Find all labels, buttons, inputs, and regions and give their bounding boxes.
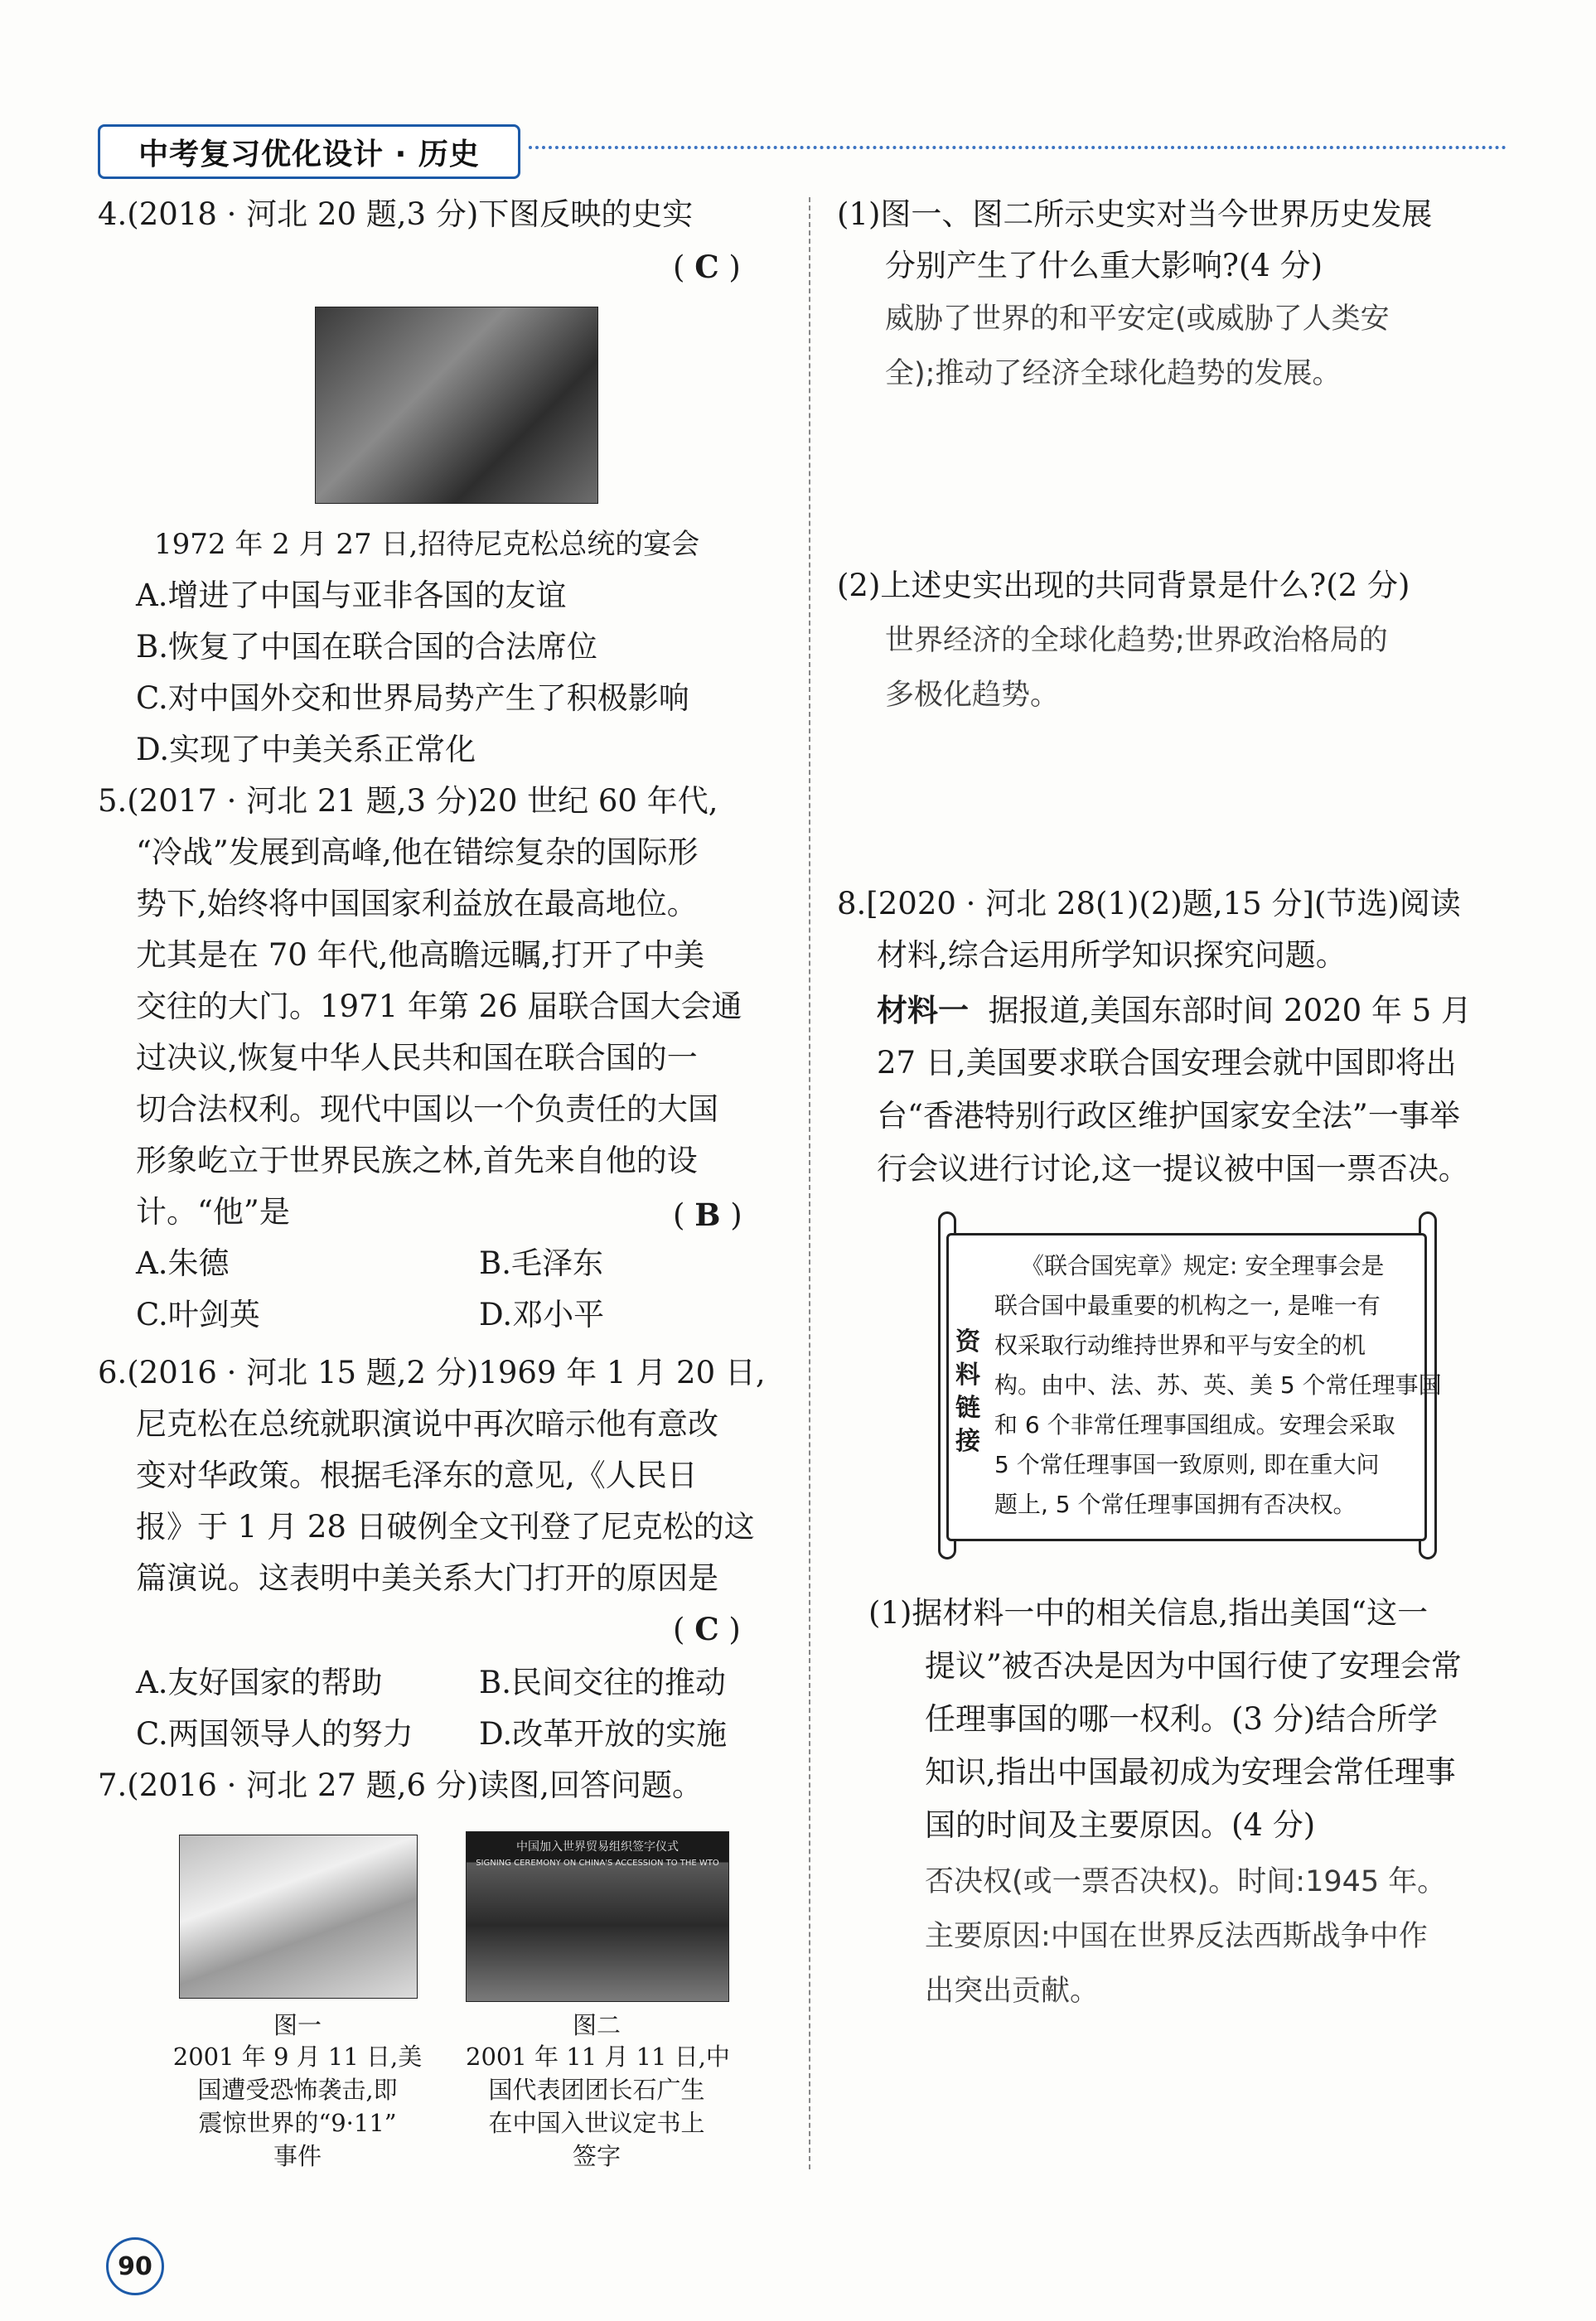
q7-sub2-answer: 多极化趋势。 [885,679,1060,712]
q7-fig2-caption: 在中国入世议定书上 [488,2109,705,2137]
q7-fig2-banner-en: SIGNING CEREMONY ON CHINA'S ACCESSION TO THE WTO [476,1859,719,1868]
q8-line: 材料,综合运用所学知识探究问题。 [877,937,1347,973]
q7-sub2-line: (2)上述史实出现的共同背景是什么?(2 分) [837,568,1410,603]
q7-sub1-line: 分别产生了什么重大影响?(4 分) [885,248,1323,283]
q4-option-c: C.对中国外交和世界局势产生了积极影响 [136,680,689,716]
resource-link-text: 《联合国宪章》规定: 安全理事会是 [1021,1252,1385,1279]
q5-option-a: A.朱德 [136,1245,230,1281]
q6-line: 篇演说。这表明中美关系大门打开的原因是 [136,1560,718,1596]
q7-fig2-label: 图二 [572,2011,621,2039]
q5-line: 过决议,恢复中华人民共和国在联合国的一 [136,1040,698,1076]
q7-fig1-label: 图一 [273,2011,322,2039]
resource-link-text: 权采取行动维持世界和平与安全的机 [994,1332,1366,1359]
q5-option-c: C.叶剑英 [136,1297,260,1332]
q5-line: “冷战”发展到高峰,他在错综复杂的国际形 [136,834,699,870]
q5-answer-bracket: ( B ) [673,1197,742,1233]
q8-material-line: 台“香港特别行政区维护国家安全法”一事举 [877,1098,1460,1134]
q5-line: 切合法权利。现代中国以一个负责任的大国 [136,1091,718,1127]
q4-answer-bracket: ( C ) [673,249,741,285]
q8-sub1-line: (1)据材料一中的相关信息,指出美国“这一 [868,1595,1429,1631]
q8-sub1-answer: 出突出贡献。 [925,1975,1100,2008]
q4-answer: C [694,249,719,285]
q6-line: 尼克松在总统就职演说中再次暗示他有意改 [136,1406,718,1442]
resource-link-label [953,1326,983,1458]
q4-banquet-photo [315,307,598,504]
resource-link-char: 资 [955,1327,980,1356]
q8-sub1-line: 提议”被否决是因为中国行使了安理会常 [925,1648,1462,1684]
q7-sub1-line: (1)图一、图二所示史实对当今世界历史发展 [837,196,1433,232]
q5-line: 5.(2017 · 河北 21 题,3 分)20 世纪 60 年代, [98,783,718,819]
q8-material-line: 27 日,美国要求联合国安理会就中国即将出 [877,1045,1457,1081]
q8-material-label: 材料一 [877,992,969,1028]
q4-photo-caption: 1972 年 2 月 27 日,招待尼克松总统的宴会 [154,528,700,561]
q7-fig2-caption: 签字 [572,2142,621,2170]
q8-material-text: 据报道,美国东部时间 2020 年 5 月 [988,993,1473,1028]
q8-material-line [877,984,1472,1037]
q6-answer-bracket: ( C ) [673,1611,741,1647]
q7-sub2-answer: 世界经济的全球化趋势;世界政治格局的 [885,624,1388,657]
q7-fig2-banner-cn: 中国加入世界贸易组织签字仪式 [516,1840,679,1854]
q5-line: 尤其是在 70 年代,他高瞻远瞩,打开了中美 [136,937,705,973]
resource-link-char: 料 [955,1361,980,1390]
q8-sub1-line: 知识,指出中国最初成为安理会常任理事 [925,1754,1456,1790]
q7-fig1-caption: 震惊世界的“9·11” [198,2109,397,2137]
q6-option-d: D.改革开放的实施 [479,1716,728,1752]
q8-sub1-answer: 否决权(或一票否决权)。时间:1945 年。 [925,1865,1447,1898]
resource-link-char: 链 [955,1394,980,1423]
q7-sub1-answer: 威胁了世界的和平安定(或威胁了人类安 [885,302,1390,336]
resource-link-text: 联合国中最重要的机构之一, 是唯一有 [994,1292,1381,1319]
q4-option-b: B.恢复了中国在联合国的合法席位 [136,629,597,665]
q7-fig2-caption: 国代表团团长石广生 [488,2076,705,2104]
q5-option-b: B.毛泽东 [479,1245,603,1281]
resource-link-text: 题上, 5 个常任理事国拥有否决权。 [994,1491,1357,1518]
q8-sub1-answer: 主要原因:中国在世界反法西斯战争中作 [925,1920,1428,1953]
q6-option-b: B.民间交往的推动 [479,1665,726,1700]
resource-link-text: 构。由中、法、苏、英、美 5 个常任理事国 [994,1371,1442,1399]
resource-link-text: 和 6 个非常任理事国组成。安理会采取 [994,1411,1395,1439]
q4-stem: 4.(2018 · 河北 20 题,3 分)下图反映的史实 [98,196,694,232]
q7-fig1-caption: 事件 [273,2142,322,2170]
q8-material-line: 行会议进行讨论,这一提议被中国一票否决。 [877,1151,1469,1187]
q8-line: 8.[2020 · 河北 28(1)(2)题,15 分](节选)阅读 [837,886,1461,921]
q5-line: 交往的大门。1971 年第 26 届联合国大会通 [136,989,742,1024]
resource-link-char: 接 [955,1427,980,1456]
q5-line: 势下,始终将中国国家利益放在最高地位。 [136,886,698,921]
q5-answer: B [694,1197,721,1233]
q8-sub1-line: 任理事国的哪一权利。(3 分)结合所学 [925,1701,1439,1737]
q6-line: 6.(2016 · 河北 15 题,2 分)1969 年 1 月 20 日, [98,1355,766,1390]
book-title: 中考复习优化设计 · 历史 [98,124,520,179]
q6-option-c: C.两国领导人的努力 [136,1716,414,1752]
page-number: 90 [106,2237,164,2295]
header-dotted-rule [529,146,1507,149]
q7-fig2-photo [466,1831,729,2002]
q6-option-a: A.友好国家的帮助 [136,1665,383,1700]
q4-option-a: A.增进了中国与亚非各国的友谊 [136,578,567,613]
q4-option-d: D.实现了中美关系正常化 [136,732,476,767]
q5-line: 形象屹立于世界民族之林,首先来自他的设 [136,1143,698,1178]
q7-fig1-photo [179,1835,418,1999]
q8-sub1-line: 国的时间及主要原因。(4 分) [925,1807,1316,1843]
q7-fig2-caption: 2001 年 11 月 11 日,中 [466,2043,730,2071]
q7-stem: 7.(2016 · 河北 27 题,6 分)读图,回答问题。 [98,1767,704,1803]
q7-fig1-caption: 国遭受恐怖袭击,即 [197,2076,398,2104]
q6-line: 变对华政策。根据毛泽东的意见,《人民日 [136,1458,698,1493]
q7-fig1-caption: 2001 年 9 月 11 日,美 [172,2043,423,2071]
resource-link-text: 5 个常任理事国一致原则, 即在重大问 [994,1451,1380,1478]
q5-option-d: D.邓小平 [479,1297,605,1332]
q7-sub1-answer: 全);推动了经济全球化趋势的发展。 [885,357,1342,390]
q7-fig2-banner [467,1839,728,1872]
q6-answer: C [694,1611,719,1647]
column-divider [809,197,810,2169]
q5-line: 计。“他”是 [136,1194,290,1230]
q6-line: 报》于 1 月 28 日破例全文刊登了尼克松的这 [136,1509,755,1545]
